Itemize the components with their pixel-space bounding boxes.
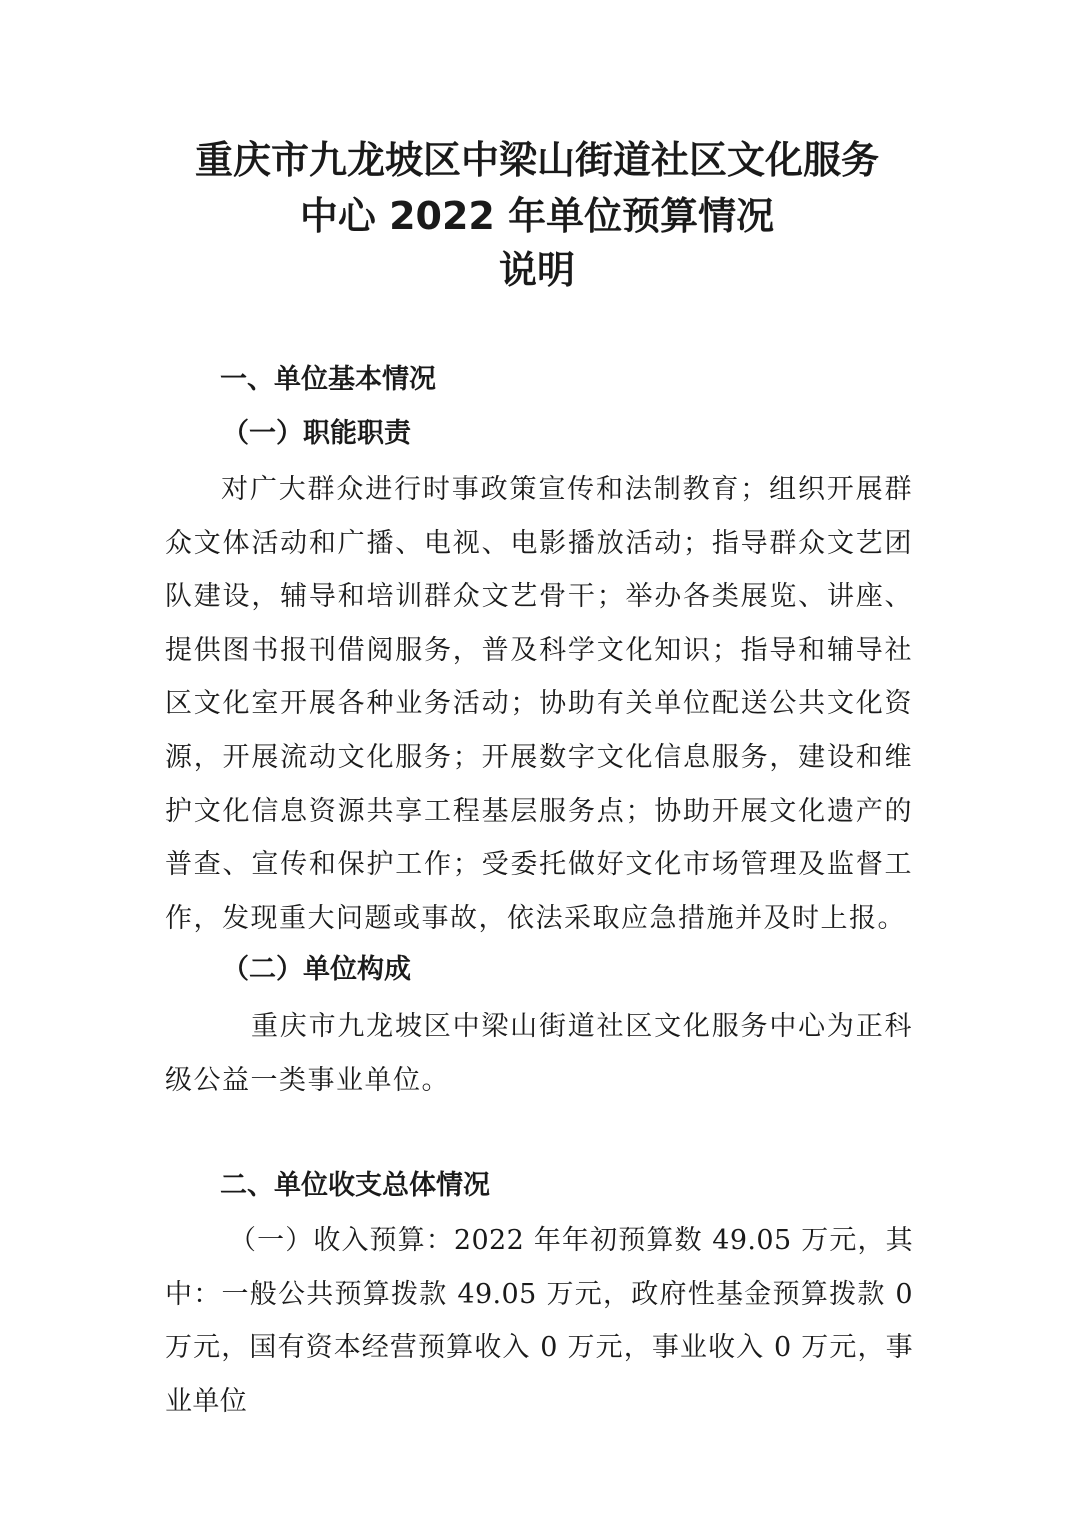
section-heading-basic-info: 一、单位基本情况 xyxy=(220,364,436,395)
paragraph-functions: 对广大群众进行时事政策宣传和法制教育；组织开展群众文体活动和广播、电视、电影播放活动；指导群众文艺团队建设，辅导和培训群众文艺骨干；举办各类展览、讲座、提供图书报刊借阅服务，普及科学文化知识；指导和辅导社区文化室开展各种业务活动；协助有关单位配送公共文化资源，开展流动文化服务；开展数字文化信息服务，建设和维护文化信息资源共享工程基层服务点；协助开展文化遗产的普查、宣传和保护工作；受委托做好文化市场管理及监督工作，发现重大问题或事故，依法采取应急措施并及时上报。 xyxy=(165,474,913,934)
document-title-line-2: 中心 2022 年单位预算情况 xyxy=(299,194,775,238)
paragraph-composition: 重庆市九龙坡区中梁山街道社区文化服务中心为正科级公益一类事业单位。 xyxy=(165,1011,913,1096)
paragraph-income-budget: （一）收入预算：2022 年年初预算数 49.05 万元，其中：一般公共预算拨款 49.05 万元，政府性基金预算拨款 0 万元，国有资本经营预算收入 0 万元，事业收入 0 万元，事业单位 xyxy=(165,1225,913,1417)
section-heading-budget-overview: 二、单位收支总体情况 xyxy=(220,1170,490,1201)
document-title-line-3: 说明 xyxy=(498,248,575,292)
document-title-line-1: 重庆市九龙坡区中梁山街道社区文化服务 xyxy=(194,138,879,182)
subsection-heading-composition: （二）单位构成 xyxy=(222,954,411,985)
subsection-heading-functions: （一）职能职责 xyxy=(222,418,411,449)
